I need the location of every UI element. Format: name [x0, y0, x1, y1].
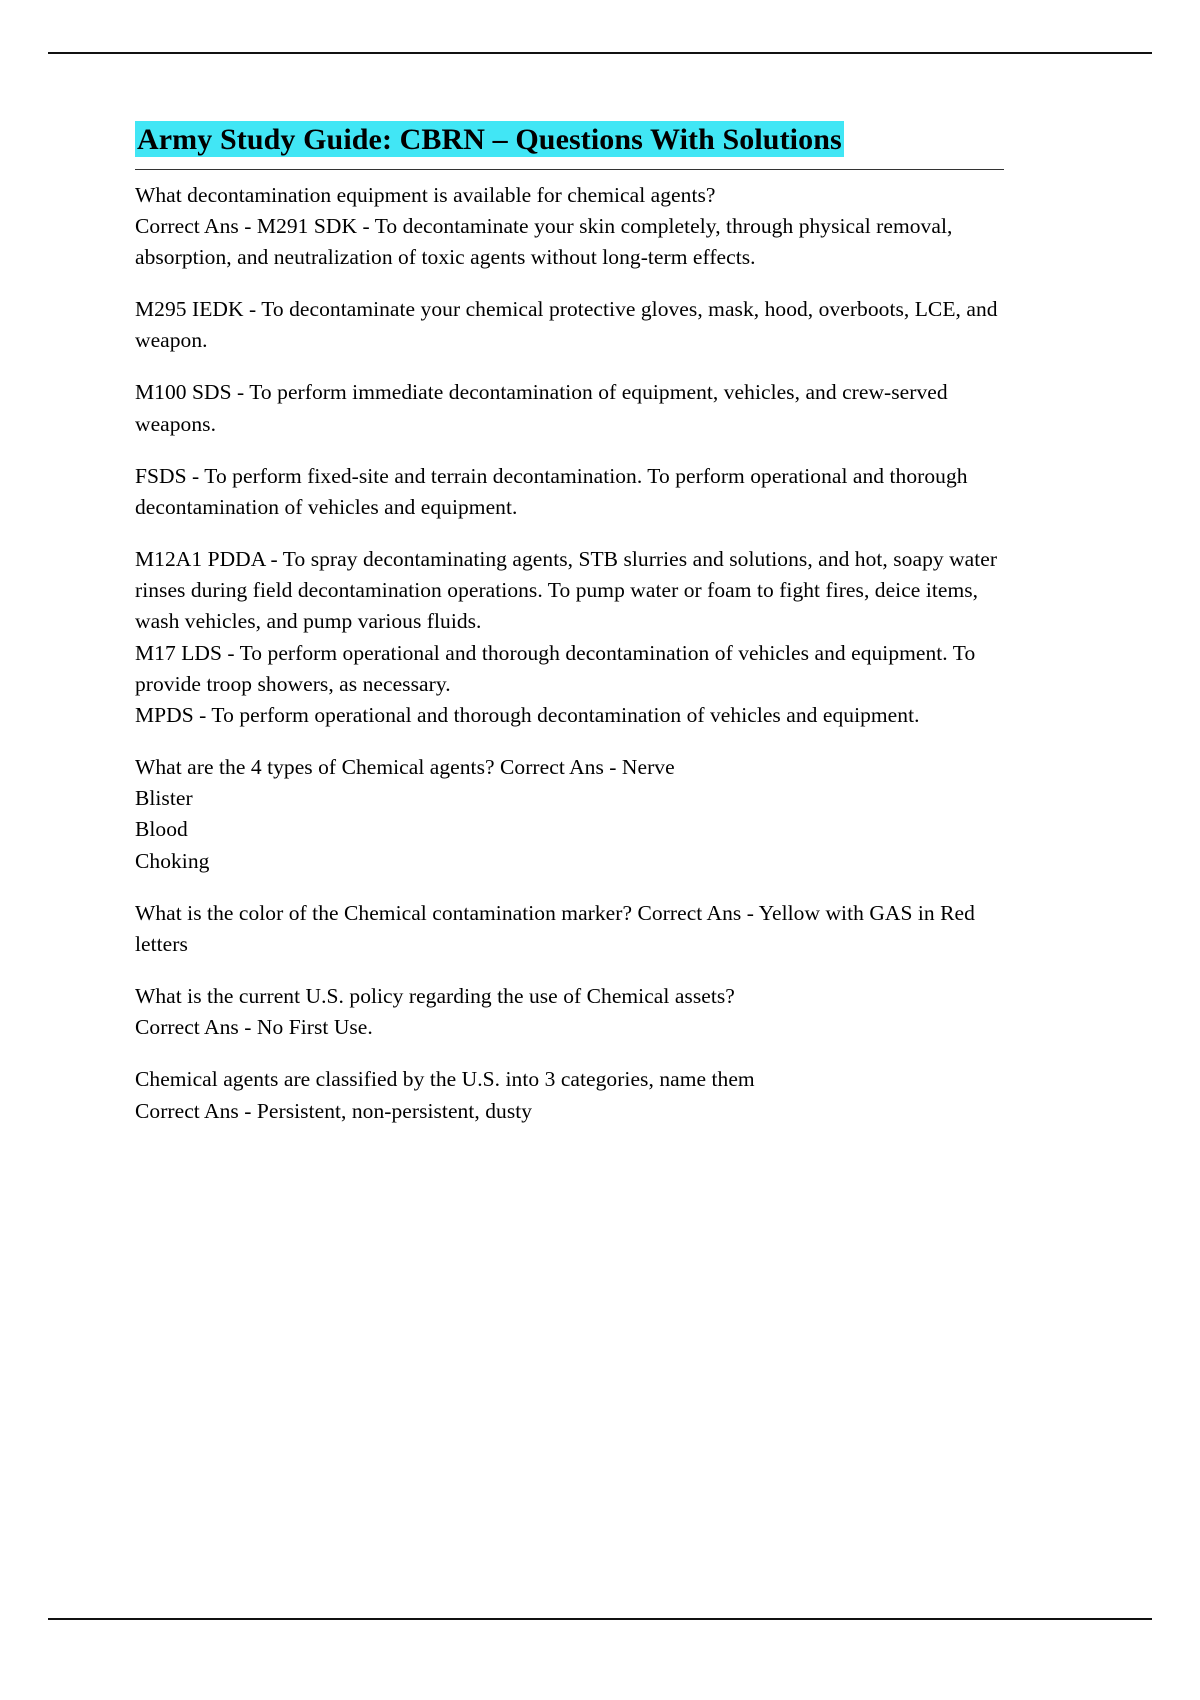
page-title-text: Army Study Guide: CBRN – Questions With Solutions [137, 123, 842, 156]
answer-1-m291: Correct Ans - M291 SDK - To decontaminate your skin completely, through physical removal, absorption, and neutralization of toxic agents without long-term effects. [135, 213, 953, 269]
spacer [135, 960, 1015, 981]
answer-4: Correct Ans - No First Use. [135, 1015, 373, 1040]
spacer [135, 877, 1015, 898]
answer-1-m295: M295 IEDK - To decontaminate your chemical protective gloves, mask, hood, overboots, LCE, and weapon. [135, 297, 998, 353]
question-4: What is the current U.S. policy regarding the use of Chemical assets? [135, 984, 735, 1009]
answer-1-m17: M17 LDS - To perform operational and thorough decontamination of vehicles and equipment. To provide troop showers, as necessary. [135, 640, 976, 696]
question-3: What is the color of the Chemical contamination marker? Correct Ans - Yellow with GAS in Red letters [135, 900, 975, 956]
answer-1-mpds: MPDS - To perform operational and thorough decontamination of vehicles and equipment. [135, 702, 920, 727]
question-1: What decontamination equipment is available for chemical agents? [135, 182, 716, 207]
spacer [135, 273, 1015, 294]
question-5: Chemical agents are classified by the U.S. into 3 categories, name them [135, 1067, 755, 1092]
answer-2-choking: Choking [135, 848, 210, 873]
spacer [135, 440, 1015, 461]
answer-5: Correct Ans - Persistent, non-persistent, dusty [135, 1098, 533, 1123]
question-2: What are the 4 types of Chemical agents? Correct Ans - Nerve [135, 755, 675, 780]
spacer [135, 1043, 1015, 1064]
spacer [135, 731, 1015, 752]
page-title [135, 120, 1015, 170]
answer-1-m12a1: M12A1 PDDA - To spray decontaminating agents, STB slurries and solutions, and hot, soapy water rinses during field decontamination operations. To pump water or foam to fight fires, deice items, wash vehicles, and pump various fluids. [135, 547, 998, 634]
spacer [135, 523, 1015, 544]
title-underline [135, 169, 1004, 170]
answer-1-fsds: FSDS - To perform fixed-site and terrain decontamination. To perform operational and thorough decontamination of vehicles and equipment. [135, 463, 968, 519]
answer-2-blood: Blood [135, 817, 188, 842]
document-content [135, 120, 1015, 1127]
footer-rule [48, 1618, 1152, 1620]
header-rule [48, 52, 1152, 54]
spacer [135, 356, 1015, 377]
answer-2-blister: Blister [135, 786, 193, 811]
answer-1-m100: M100 SDS - To perform immediate decontamination of equipment, vehicles, and crew-served weapons. [135, 380, 948, 436]
